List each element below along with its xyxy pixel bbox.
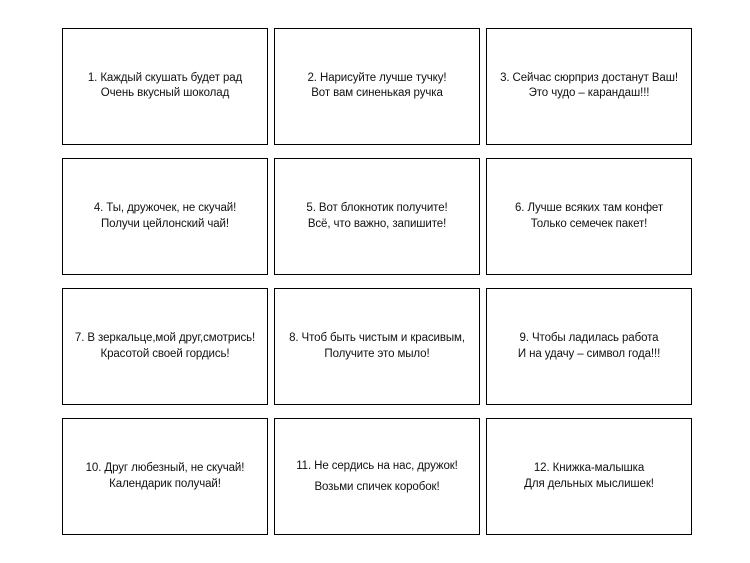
card-5 (274, 158, 480, 275)
card-line-2: Возьми спичек коробок! (314, 481, 440, 493)
card-line-1: 10. Друг любезный, не скучай! (85, 462, 245, 474)
card-line-2: Всё, что важно, запишите! (307, 218, 447, 230)
card-line-2: Очень вкусный шоколад (100, 87, 230, 99)
card-line-2: Только семечек пакет! (530, 218, 648, 230)
card-line-2: И на удачу – символ года!!! (517, 348, 661, 360)
card-9 (486, 288, 692, 405)
card-12 (486, 418, 692, 535)
card-line-1: 9. Чтобы ладилась работа (519, 332, 659, 344)
card-line-1: 2. Нарисуйте лучше тучку! (307, 72, 447, 84)
card-2 (274, 28, 480, 145)
card-10 (62, 418, 268, 535)
card-line-1: 5. Вот блокнотик получите! (306, 202, 448, 214)
card-4 (62, 158, 268, 275)
card-line-2: Это чудо – карандаш!!! (528, 87, 650, 99)
card-line-2: Вот вам синенькая ручка (311, 87, 443, 99)
card-7 (62, 288, 268, 405)
card-line-1: 4. Ты, дружочек, не скучай! (93, 202, 237, 214)
card-8 (274, 288, 480, 405)
card-line-1: 6. Лучше всяких там конфет (514, 202, 664, 214)
card-line-1: 7. В зеркальце,мой друг,смотрись! (74, 332, 256, 344)
card-line-2: Для дельных мыслишек! (524, 478, 654, 490)
card-line-1: 8. Чтоб быть чистым и красивым, (289, 332, 465, 344)
card-line-1: 3. Сейчас сюрприз достанут Ваш! (500, 72, 678, 84)
card-line-1: 12. Книжка-малышка (533, 462, 645, 474)
card-line-1: 11. Не сердись на нас, дружок! (296, 460, 458, 472)
card-1 (62, 28, 268, 145)
card-line-2: Получите это мыло! (324, 348, 430, 360)
card-line-1: 1. Каждый скушать будет рад (87, 72, 243, 84)
card-line-2: Календарик получай! (109, 478, 221, 490)
card-3 (486, 28, 692, 145)
card-11 (274, 418, 480, 535)
card-line-2: Получи цейлонский чай! (101, 218, 229, 230)
card-6 (486, 158, 692, 275)
card-line-2: Красотой своей гордись! (100, 348, 230, 360)
